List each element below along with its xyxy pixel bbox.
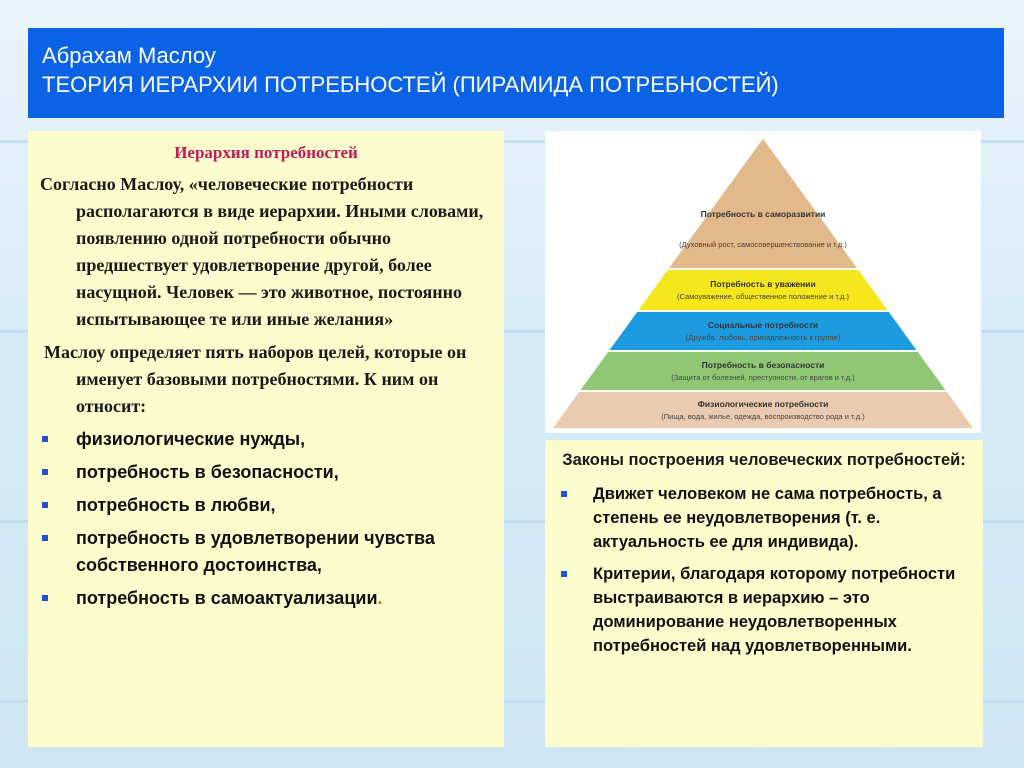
maslow-quote: Согласно Маслоу, «человеческие потребности располагаются в виде иерархии. Иными словами, появлению одной потребности обычно предшествует удовлетворение другой, более насущной. Человек — это животное, постоянно испытывающее те или иные желания» [40,174,484,329]
needs-pyramid [545,131,981,433]
title-bar [28,28,1004,118]
pyramid-level [608,311,919,351]
laws-heading: Законы построения человеческих потребностей: [562,451,966,469]
pyramid-level-title: Потребность в саморазвитии [700,209,826,219]
pyramid-level [637,269,890,311]
list-item: Критерии, благодаря которому потребности выстраиваются в иерархию – это доминирование неудовлетворенных потребностей над удовлетворенными. [557,562,971,658]
pyramid-level-sub: (Пища, вода, жилье, одежда, воспроизводство рода и т.д.) [661,412,865,421]
pyramid-level-title: Физиологические потребности [697,399,829,409]
list-item: потребность в безопасности, [40,459,492,486]
laws-list [557,482,971,658]
needs-intro: Маслоу определяет пять наборов целей, которые он именует базовыми потребностями. К ним он относит: [44,342,467,416]
bullet-icon [561,491,567,497]
pyramid-diagram [545,131,981,433]
pyramid-level-sub: (Духовный рост, самосовершенствование и т.д.) [679,240,847,249]
list-item: потребность в любви, [40,492,492,519]
list-item: потребность в самоактуализации. [40,585,492,612]
pyramid-level-sub: (Защита от болезней, преступности, от врагов и т.д.) [671,373,855,382]
pyramid-level-shape [579,351,948,391]
pyramid-level-sub: (Самоуважение, общественное положение и т.д.) [676,292,850,301]
laws-panel [545,440,983,747]
bullet-icon [561,571,567,577]
pyramid-level [551,391,975,429]
bullet-icon [42,535,48,541]
bullet-icon [42,502,48,508]
pyramid-level-title: Социальные потребности [707,320,819,330]
pyramid-level [579,351,948,391]
list-item: Движет человеком не сама потребность, а степень ее неудовлетворения (т. е. актуальность ее для индивида). [557,482,971,554]
page-title: ТЕОРИЯ ИЕРАРХИИ ПОТРЕБНОСТЕЙ (ПИРАМИДА ПОТРЕБНОСТЕЙ) [42,72,779,97]
pyramid-level-title: Потребность в безопасности [701,360,825,370]
pyramid-level-shape [551,391,975,429]
list-item: потребность в удовлетворении чувства собственного достоинства, [40,525,492,579]
bullet-icon [42,469,48,475]
pyramid-level-shape [637,269,890,311]
pyramid-level-title: Потребность в уважении [710,279,816,289]
bullet-icon [42,595,48,601]
pyramid-level [667,137,859,269]
bullet-icon [42,436,48,442]
hierarchy-panel [28,131,504,747]
pyramid-level-shape [667,137,859,269]
hierarchy-heading: Иерархия потребностей [174,143,358,162]
pyramid-level-shape [608,311,919,351]
pyramid-level-sub: (Дружба, любовь, принадлежность к группе) [685,333,841,342]
author-title: Абрахам Маслоу [42,43,216,68]
list-item: физиологические нужды, [40,426,492,453]
needs-list [40,426,492,612]
